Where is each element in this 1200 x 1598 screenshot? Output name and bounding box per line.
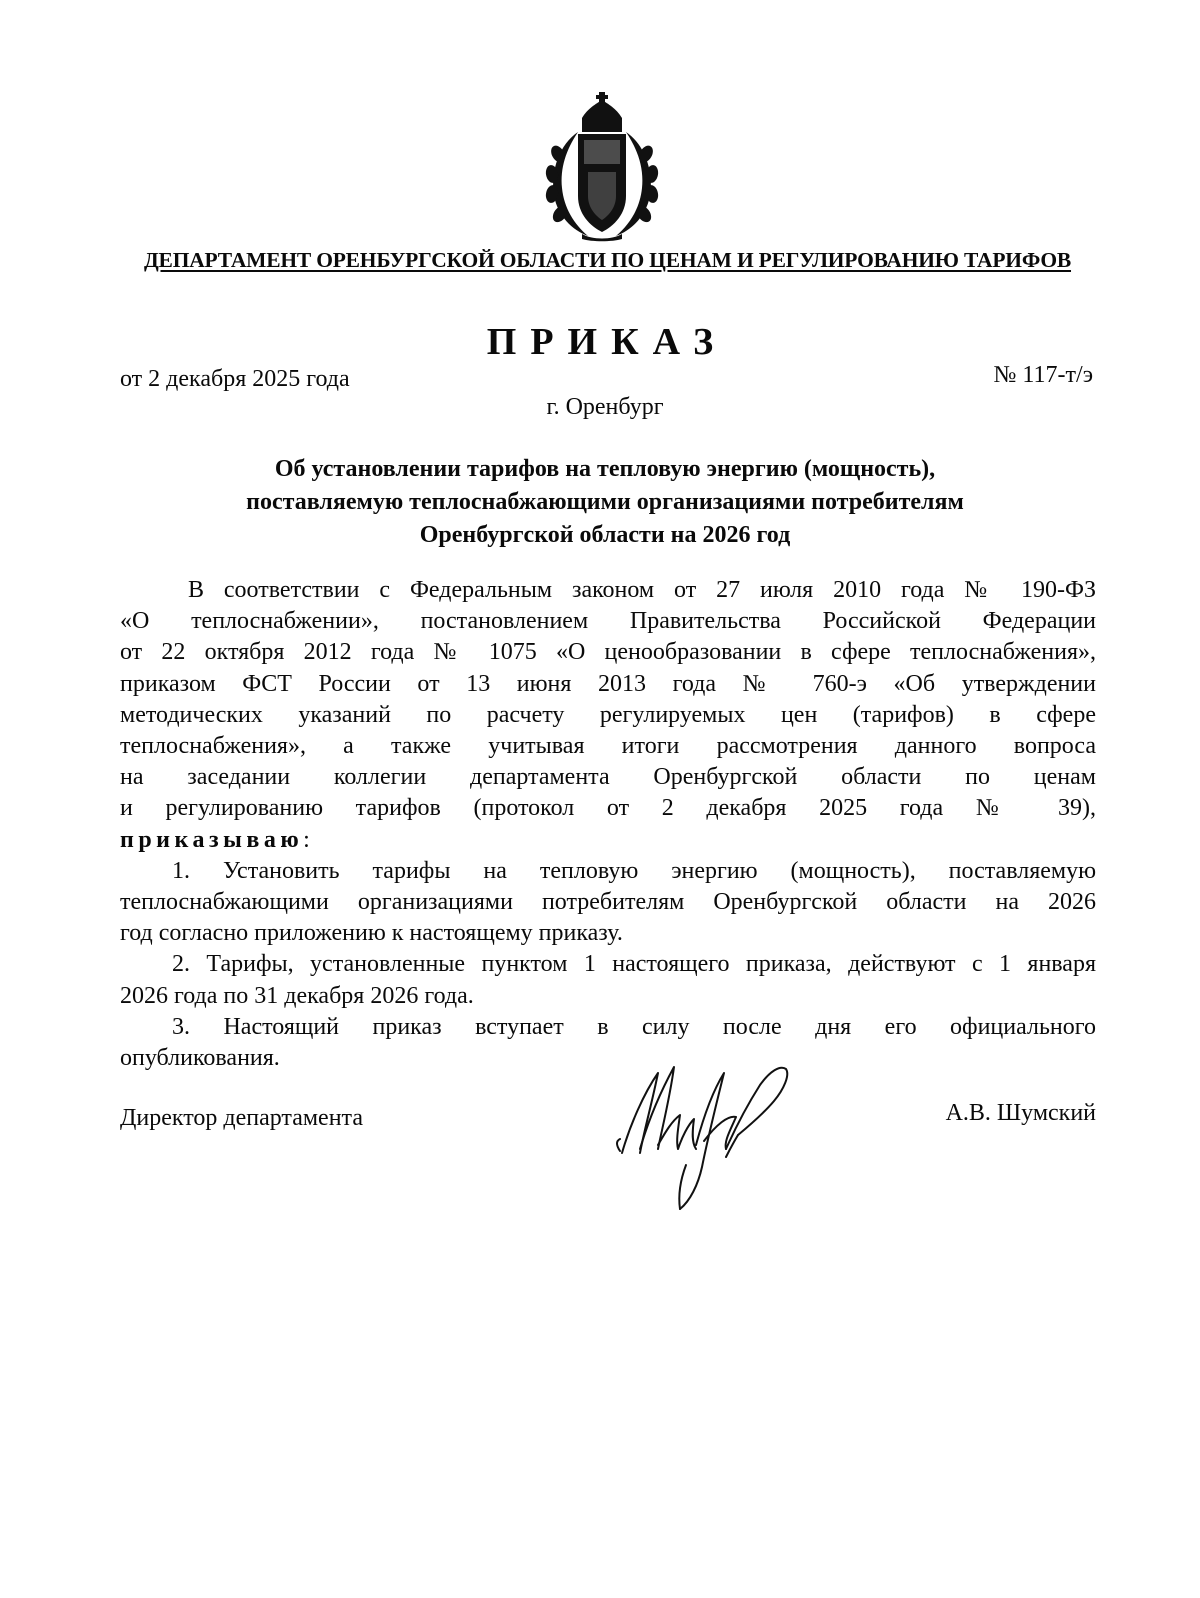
title-line: Об установлении тарифов на тепловую энергию (мощность), — [274, 456, 936, 482]
signer-position: Директор департамента — [120, 1105, 363, 1131]
item-line: 1. Установить тарифы на тепловую энергию (мощность), поставляемую — [172, 857, 1096, 884]
document-body — [120, 575, 1096, 1074]
item-line: год согласно приложению к настоящему приказу. — [120, 920, 623, 947]
preamble-line: от 22 октября 2012 года № 1075 «О ценообразовании в сфере теплоснабжения», — [120, 639, 1096, 666]
preamble-line: теплоснабжения», а также учитывая итоги рассмотрения данного вопроса — [120, 733, 1096, 760]
document-city: г. Оренбург — [546, 394, 664, 420]
document-number: № 117-т/э — [993, 362, 1093, 388]
item-line: 2026 года по 31 декабря 2026 года. — [120, 982, 474, 1009]
document-title — [150, 453, 1060, 552]
item-line: опубликования. — [120, 1045, 280, 1072]
item-line: теплоснабжающими организациями потребителям Оренбургской области на 2026 — [120, 889, 1096, 916]
preamble-line: методических указаний по расчету регулируемых цен (тарифов) в сфере — [120, 701, 1096, 728]
title-line: поставляемую теплоснабжающими организациями потребителям — [246, 489, 964, 515]
signer-name: А.В. Шумский — [945, 1100, 1096, 1126]
preamble-line: на заседании коллегии департамента Оренбургской области по ценам — [120, 764, 1096, 791]
order-colon: : — [303, 826, 310, 853]
item-line: 3. Настоящий приказ вступает в силу после дня его официального — [172, 1013, 1096, 1040]
title-line: Оренбургской области на 2026 год — [419, 522, 791, 548]
coat-of-arms-emblem — [538, 92, 666, 242]
preamble-line: В соответствии с Федеральным законом от 27 июля 2010 года № 190-ФЗ — [188, 577, 1096, 603]
order-word: приказываю — [120, 826, 304, 853]
item-line: 2. Тарифы, установленные пунктом 1 настоящего приказа, действуют с 1 января — [172, 951, 1096, 978]
document-date: от 2 декабря 2025 года — [120, 366, 350, 392]
department-name: ДЕПАРТАМЕНТ ОРЕНБУРГСКОЙ ОБЛАСТИ ПО ЦЕНАМ И РЕГУЛИРОВАНИЮ ТАРИФОВ — [143, 248, 1072, 272]
order-directive — [120, 825, 1096, 856]
preamble-line: и регулированию тарифов (протокол от 2 декабря 2025 года № 39), — [120, 795, 1096, 822]
document-type: ПРИКАЗ — [486, 321, 728, 363]
preamble-line: приказом ФСТ России от 13 июня 2013 года № 760-э «Об утверждении — [120, 670, 1096, 697]
preamble-line: «О теплоснабжении», постановлением Правительства Российской Федерации — [120, 608, 1096, 635]
handwritten-signature — [600, 1045, 815, 1215]
